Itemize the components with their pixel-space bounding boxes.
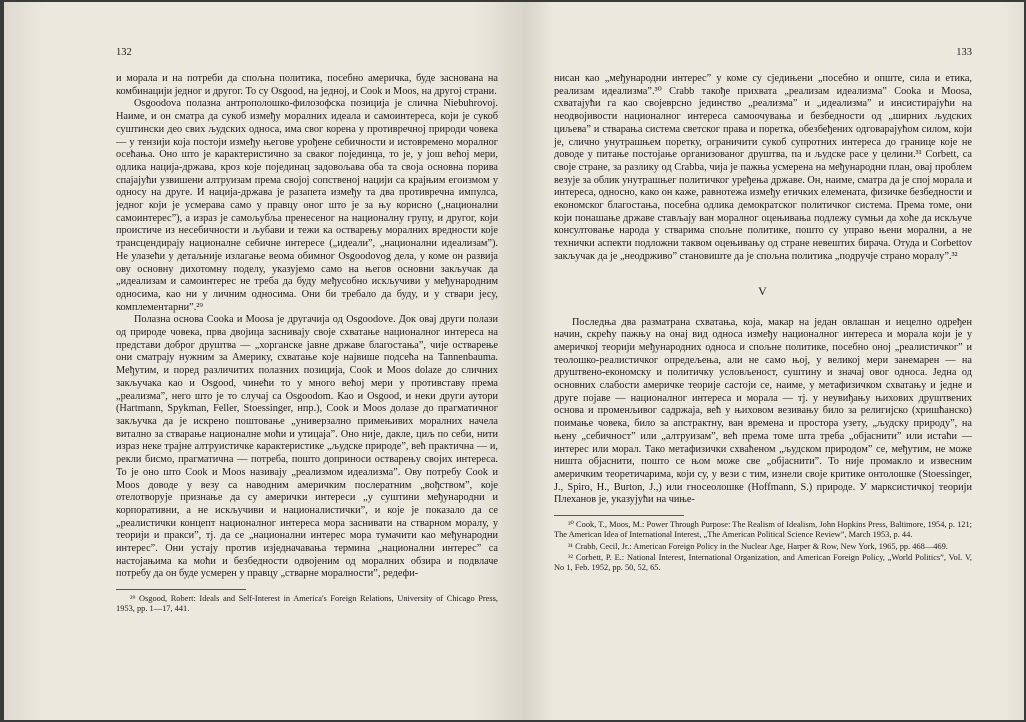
paragraph: Osgoodova полазна антрополошко-филозофска позиција је слична Niebuhrovoj. Наиме, и он сматра да сукоб између моралних идеала и самоинтереса, који је сукоб суштински део свих људских односа, има свог корена у противречној природи човека — у тензији која постоји између његове урођене себичности и истовремено моралног осећања. Оно што је карактеристично за сваког појединца, то је, у још већој мери, одлика нација-држава, кроз које појединац задовољава оба та своја основна порива спајајући узвишени алтруизам према својој сопственој нацији са крајњим егоизмом у односу на друге. И нација-држава је разапета између та два противречна импулса, једног који је усмерава само у правцу оног што је за њу корисно („национални самоинтерес”), а израз је самољубља пренесеног на националну групу, и другог, који проистиче из несебичности и љубави и тежи ка остварењу моралних вредности које трансцендирају националне себичне интересе („идеали”, „национални идеализам”). Не улазећи у детаљније излагање веома обимног Osgoodovog дела, у коме он развија ову основну дихотомну поделу, указујемо само на његов основни закључак да „идеализам и самоинтерес не треба да буду међусобно искључиви у међународним односима, као ни у личним односима. Они би требало да буду, и у ствари јесу, комплементарни”.²⁹ xyxy=(116,98,498,313)
paragraph: Последња два разматрана схватања, која, макар на један овлашан и нецелно одређен начин, скрећу пажњу на онај вид односа између националног интереса и морала који је у америчкој теорији међународних односа и спољне политике, посебно оној „реалистичког” и теолошко-реалистичког опредељења, али не само њој, у великој мери занемарен — на друштвено-економску и политичку условљеност, суштину и значај овог односа. Једна од основних слабости америчке теорије састоји се, наиме, у метафизичком схватању и једне и друге појаве — националног интереса и морала — тј. у неувиђању њихових друштвених основа и променљивог садржаја, већ у њиховом везивању било за религијско (хришћанско) поимање човека, било за апстрактну, ван времена и простора узету, „људску природу”, на њену „себичност” или „алтруизам”, већ према томе шта треба „објаснити” или истаћи — интерес или морал. Тако метафизички схваћеном „људском природом” се, међутим, не може ништа објаснити, пошто се њом може све „објаснити”. То није промакло и извесним америчким теоретичарима, који су, у вези с тим, изнели своје критике онтолошке (Stoessinger, J., Spiro, H., Burton, J.,) или гносеолошке (Hoffmann, S.) природе. У марксистичкој теорији Плеханов је, указујући на чиње- xyxy=(554,316,972,506)
right-page xyxy=(524,2,1024,720)
paragraph: нисан као „међународни интерес” у коме су сједињени „посебно и опште, сила и етика, реализам идеализма”.³⁰ Crabb такође прихвата „реализам идеализма” Cooka и Moosa, схватајући га као својеврсно јединство „реализма” и „идеализма” и инсистирајући на неодвојивости националног интереса самоочувања и безбедности од „ширних људских циљева” и стварања система светског права и поретка, обезбеђених одговарајућом силом, који је, слично унутрашњем поретку, ограничити сукоб супротних интереса до границе које не доводе у питање постојање организованог друштва, па и људске расе у целини.³¹ Corbett, са своје стране, за разлику од Crabba, чија је пажња усмерена на међународни план, овај проблем везује за облик унутрашњег политичког уређења државе. Он, наиме, сматра да је спој морала и интереса, односно, како он каже, равнотежа између етичких елемената, физичке безбедности и економског благостања, посебна одлика демократског политичког система. Према томе, они који понашање државе стављају ван моралног оцењивања подлежу сумњи да хоће да искључе консултовање народа у стварима спољне политике, пошто су управо њени морални, а не технички аспекти подложни таквом оцењивању од стране невештих бирача. Отуда и Corbettov закључак да је „неодрживо” становиште да је спољна политика „подручје страно моралу”.³² xyxy=(554,73,972,262)
paragraph: Полазна основа Cooka и Moosa је другачија од Osgoodove. Док овај други полази од природе човека, прва двојица заснивају своје схватање националног интереса на представи доброг друштва — „хорганске јавне државе благостања”, чије остварење они сматрају нужним за Америку, схватање које највише подсећа на Tannenbauma. Међутим, и поред различитих полазних позиција, Cook и Moos dolaze до сличних закључака као и Osgood, чинећи то у много већој мери у противставу према „реализма”, него што је то случај са Osgoodom. Као и Osgood, и неки други аутори (Hartmann, Spykman, Feller, Stoessinger, нпр.), Cook и Moos долазе до прагматичног закључка да је искрено поштовање „универзално примењивих моралних начела витално за стварање националне моћи и утицаја”. Оно није, дакле, циљ по себи, нити израз неке трајне алтруистичке карактеристике „људске природе”, већ практична — и, рекли бисмо, прагматична — потреба, пошто доприноси остварењу својих интереса. То је оно што Cook и Moos називају „реализмом идеализма”. Ову потребу Cook и Moos доводе у везу са наводним америчким послератним „вођством”, које отелотворује признање да су амерички интереси „у суштини међународни и корпоративни, а не искључиви и националистички”, и које је показало да се „реалистички концепт националног интереса мора заснивати на стварном моралу, у теорији и пракси”, тј. да се „национални интерес мора тумачити као међународни интерес”. Они устају против изједначавања термина „национални интерес” са настојањима ка моћи и безбедности одвојеним од моралних обзира и подвлаче потребу да он буде усмерен у правцу „стварне моралности”, редефи- xyxy=(116,314,498,580)
paragraph: и морала и на потреби да спољна политика, посебно америчка, буде заснована на комбинацији једног и другог. То су Osgood, на једној, и Cook и Moos, на другој страни. xyxy=(116,73,498,97)
footnote: ³² Corbett, P. E.: National Interest, International Organization, and American Foreign Policy, „World Politics”, Vol. V, No 1, Feb. 1952, pp. 50, 52, 65. xyxy=(554,552,972,572)
book-spread xyxy=(4,2,1024,720)
section-heading: V xyxy=(758,283,768,298)
footnote: ³¹ Crabb, Cecil, Jr.: American Foreign Policy in the Nuclear Age, Harper & Row, New York, 1965, pp. 468—469. xyxy=(568,541,948,551)
footnote-rule xyxy=(554,515,684,516)
footnote-rule xyxy=(116,589,246,590)
footnote: ³⁰ Cook, T., Moos, M.: Power Through Purpose: The Realism of Idealism, John Hopkins Press, Baltimore, 1954, p. 121; The American Idea of International Interest, „The American Political Science Review”, March 1953, p. 44. xyxy=(554,520,972,540)
footnote: ²⁹ Osgood, Robert: Ideals and Self-Interest in America's Foreign Relations, University of Chicago Press, 1953, pp. 1—17, 441. xyxy=(116,594,498,614)
page-number-left: 132 xyxy=(116,47,132,58)
page-number-right: 133 xyxy=(956,47,972,58)
left-page xyxy=(4,2,524,720)
